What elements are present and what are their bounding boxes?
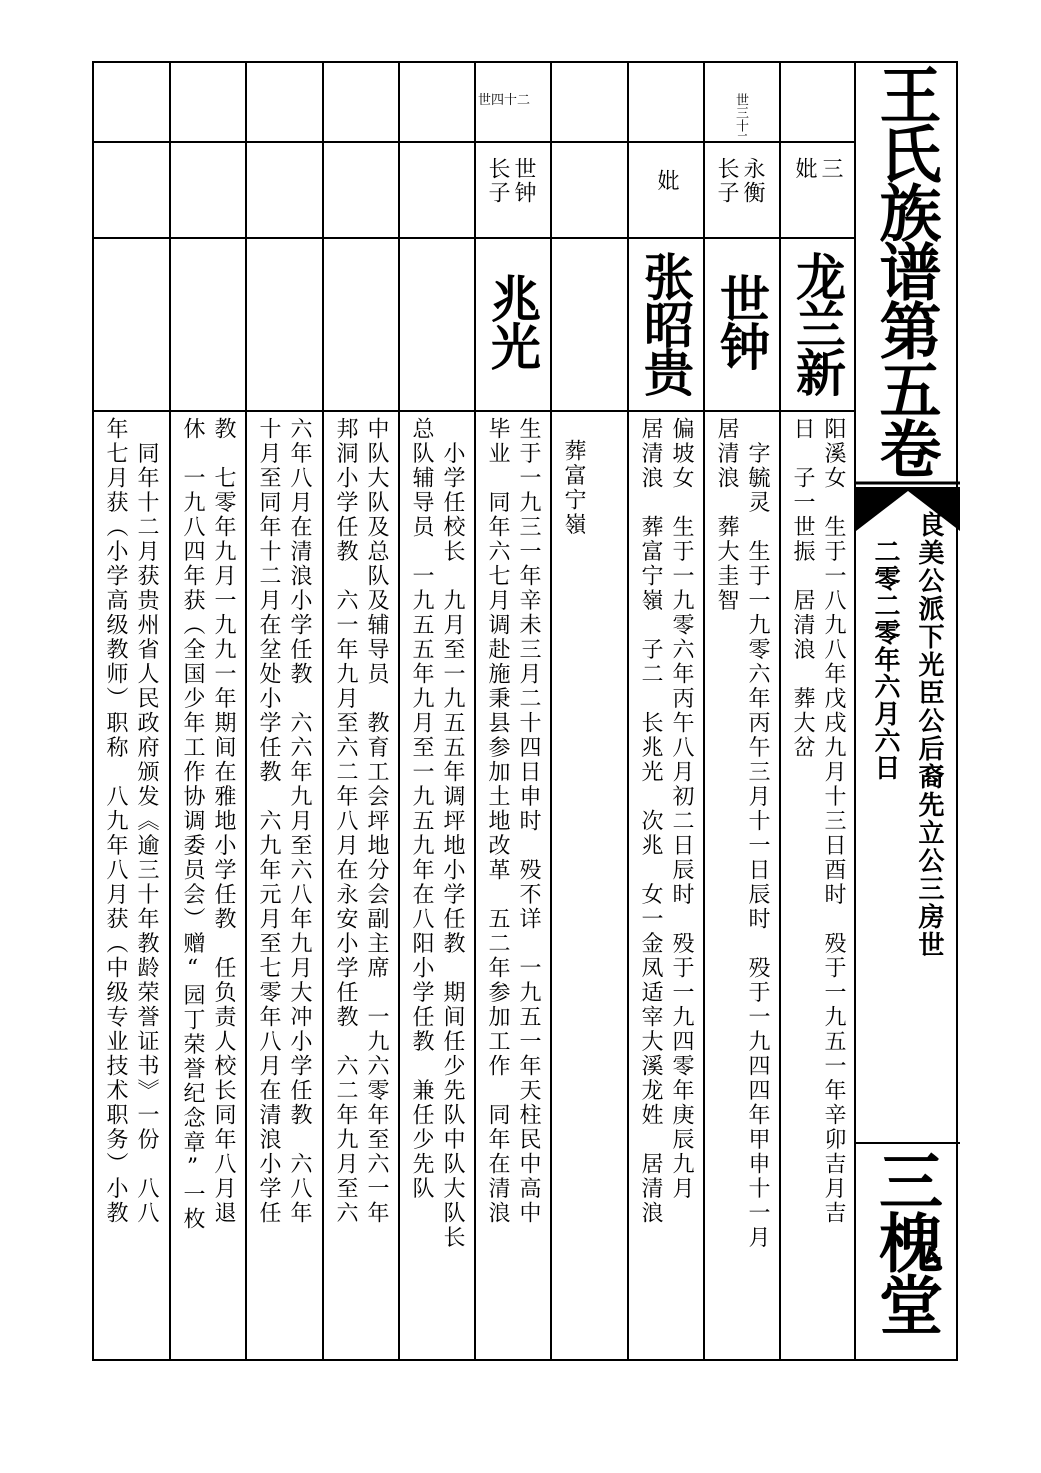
title-column	[856, 63, 960, 1359]
person-name: 张昭贵	[636, 251, 695, 395]
biography-column	[552, 63, 627, 1359]
biography-text: 同年十二月获贵州省人民政府颁发《逾三十年教龄荣誉证书》一份 八八 年七月获（小学高级教师）职称 八九年八月获（中级专业技术职务）小教	[103, 417, 159, 1226]
hall-name: 三槐堂	[868, 1148, 943, 1334]
biography-text: 小学任校长 九月至一九五五年调坪地小学任教 期间任少先队中队大队长 总队辅导员 一九五五年九月至一九五九年在八阳小学任教 兼任少先队	[409, 417, 465, 1250]
biography-column	[247, 63, 322, 1359]
person-name: 兆光	[483, 273, 542, 369]
fishtail-ornament	[856, 481, 960, 533]
biography-text: 中队大队及总队及辅导员 教育工会坪地分会副主席 一九六零年至六一年 邦洞小学任教 六一年九月至六二年八月在永安小学任教 六二年九月至六	[333, 417, 389, 1226]
biography-text: 阳溪女 生于一八九八年戊戌九月十三日酉时 殁于一九五一年辛卯吉月吉 日 子一世振 居清浪 葬大岔	[790, 417, 846, 1226]
biography-text: 教 七零年九月一九九一年期间在雅地小学任教 任负责人校长同年八月退 休 一九八四年获（全国少年工作协调委员会）赠“园丁荣誉纪念章”一枚	[180, 417, 236, 1232]
person-column-shizhong	[705, 63, 779, 1359]
generation-label: 世四十二	[478, 93, 531, 108]
person-column-long-lanxin	[781, 63, 854, 1359]
biography-text: 葬富宁嶺	[561, 439, 586, 537]
book-title: 王氏族谱第五卷	[869, 63, 942, 476]
biography-text: 字毓灵 生于一九零六年丙午三月十一日辰时 殁于一九四四年甲申十一月 居清浪 葬大圭智	[714, 417, 770, 1250]
biography-text: 偏坡女 生于一九零六年丙午八月初二日辰时 殁于一九四零年庚辰九月 居清浪 葬富宁嶺 子二 长兆光 次兆 女一金凤适宰大溪龙姓 居清浪	[638, 417, 694, 1226]
biography-column	[171, 63, 245, 1359]
biography-text: 六年八月在清浪小学任教 六六年九月至六八年九月大冲小学任教 六八年 十月至同年十二月在坌处小学任教 六九年元月至七零年八月在清浪小学任	[256, 417, 312, 1226]
genealogy-page	[92, 61, 958, 1361]
relation-label: 世钟 长子	[485, 157, 536, 205]
relation-label: 三 妣	[792, 157, 843, 181]
person-name: 世钟	[712, 273, 771, 369]
compile-date: 二零二零年六月六日	[870, 538, 900, 781]
relation-label: 妣	[654, 169, 679, 193]
generation-label: 世三十二	[733, 93, 748, 145]
person-name: 龙兰新	[788, 251, 847, 395]
biography-column	[324, 63, 398, 1359]
person-column-zhang-zhaogui	[629, 63, 703, 1359]
biography-text: 生于一九三一年辛未三月二十四日申时 殁不详 一九五一年天柱民中高中 毕业 同年六七月调赴施秉县参加土地改革 五二年参加工作 同年在清浪	[485, 417, 541, 1226]
person-column-zhaoguang	[476, 63, 550, 1359]
biography-column	[94, 63, 169, 1359]
hall-divider	[856, 1142, 960, 1144]
branch-subtitle: 良美公派下光臣公后裔先立公三房世	[914, 511, 944, 959]
relation-label: 永衡 长子	[714, 157, 765, 205]
biography-column	[400, 63, 474, 1359]
